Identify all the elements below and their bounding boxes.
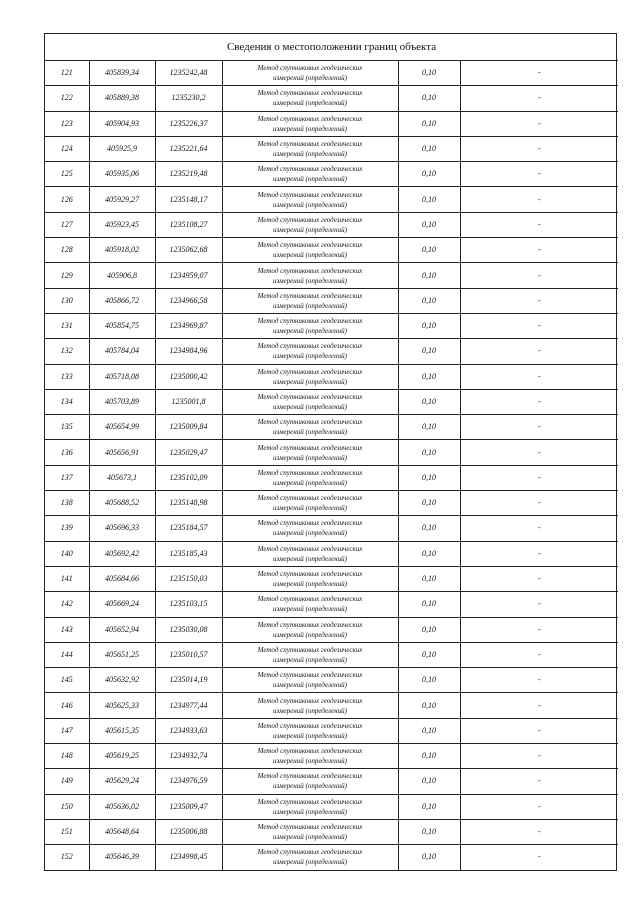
method-line-1: Метод спутниковых геодезических bbox=[257, 393, 363, 401]
point-number-cell: 129 bbox=[45, 263, 89, 288]
y-coordinate-cell: 1235221,64 bbox=[155, 136, 222, 161]
method-line-1: Метод спутниковых геодезических bbox=[257, 848, 363, 857]
y-coordinate-cell: 1235148,17 bbox=[155, 187, 222, 212]
table-row bbox=[45, 744, 618, 769]
point-number-cell: 139 bbox=[45, 516, 89, 541]
method-line-2: измерений (определений) bbox=[273, 74, 347, 83]
point-number-cell: 122 bbox=[45, 86, 89, 111]
method-cell bbox=[222, 642, 398, 667]
method-line-2: измерений (определений) bbox=[273, 251, 347, 260]
table-row bbox=[45, 541, 618, 566]
method-line-1: Метод спутниковых геодезических bbox=[257, 620, 363, 629]
note-cell: - bbox=[537, 852, 541, 862]
note-cell: - bbox=[460, 541, 618, 566]
method-cell bbox=[222, 339, 398, 364]
method-line-2: измерений (определений) bbox=[273, 757, 347, 766]
method-line-1: Метод спутниковых геодезических bbox=[257, 114, 363, 123]
method-line-1: Метод спутниковых геодезических bbox=[257, 64, 363, 73]
y-coordinate-cell: 1234932,74 bbox=[155, 744, 222, 769]
x-coordinate-cell: 405648,64 bbox=[89, 819, 155, 844]
method-cell bbox=[222, 668, 398, 693]
x-coordinate-cell: 405656,91 bbox=[89, 440, 155, 465]
point-number-cell: 133 bbox=[45, 364, 89, 389]
x-coordinate-cell: 405703,89 bbox=[89, 389, 155, 414]
y-coordinate-cell: 1235029,47 bbox=[155, 440, 222, 465]
table-row bbox=[45, 845, 618, 870]
point-number-cell: 127 bbox=[45, 212, 89, 237]
method-cell bbox=[222, 313, 398, 338]
method-line-1: Метод спутниковых геодезических bbox=[257, 190, 363, 199]
table-row bbox=[45, 668, 618, 693]
method-cell bbox=[222, 364, 398, 389]
method-cell bbox=[222, 516, 398, 541]
method-line-1: Метод спутниковых геодезических bbox=[257, 823, 363, 832]
y-coordinate-cell: 1235230,2 bbox=[155, 86, 222, 111]
y-coordinate-cell: 1235009,47 bbox=[155, 794, 222, 819]
note-cell: - bbox=[460, 592, 618, 617]
x-coordinate-cell: 405904,93 bbox=[89, 111, 155, 136]
x-coordinate-cell: 405906,8 bbox=[89, 263, 155, 288]
method-line-1: Метод спутниковых геодезических bbox=[257, 696, 363, 705]
accuracy-cell: 0,10 bbox=[398, 668, 460, 693]
accuracy-cell: 0,10 bbox=[398, 111, 460, 136]
method-line-1: Метод спутниковых геодезических bbox=[257, 721, 363, 730]
method-line-2: измерений (определений) bbox=[273, 327, 347, 336]
note-cell: - bbox=[460, 718, 618, 743]
accuracy-cell: 0,10 bbox=[398, 288, 460, 313]
x-coordinate-cell: 405652,94 bbox=[89, 617, 155, 642]
accuracy-cell: 0,10 bbox=[398, 794, 460, 819]
y-coordinate-cell: 1235148,98 bbox=[155, 491, 222, 516]
method-line-2: измерений (определений) bbox=[273, 225, 347, 234]
point-number-cell: 136 bbox=[45, 440, 89, 465]
method-cell bbox=[222, 61, 398, 86]
method-line-1: Метод спутниковых геодезических bbox=[257, 772, 363, 781]
accuracy-cell: 0,10 bbox=[398, 845, 460, 870]
table-row bbox=[45, 364, 618, 389]
method-line-1: Метод спутниковых геодезических bbox=[257, 443, 363, 452]
point-number-cell: 124 bbox=[45, 136, 89, 161]
method-cell bbox=[222, 592, 398, 617]
table-row bbox=[45, 642, 618, 667]
x-coordinate-cell: 405629,24 bbox=[89, 769, 155, 794]
point-number-cell: 134 bbox=[45, 389, 89, 414]
note-cell: - bbox=[460, 136, 618, 161]
point-number-cell: 145 bbox=[45, 668, 89, 693]
note-cell: - bbox=[460, 491, 618, 516]
method-cell bbox=[222, 718, 398, 743]
y-coordinate-cell: 1235102,09 bbox=[155, 465, 222, 490]
note-cell: - bbox=[460, 440, 618, 465]
method-line-2: измерений (определений) bbox=[273, 655, 347, 664]
table-row bbox=[45, 415, 618, 440]
table-row bbox=[45, 769, 618, 794]
x-coordinate-cell: 405669,24 bbox=[89, 592, 155, 617]
x-coordinate-cell: 405854,75 bbox=[89, 313, 155, 338]
accuracy-cell: 0,10 bbox=[398, 61, 460, 86]
note-cell: - bbox=[460, 794, 618, 819]
point-number-cell: 138 bbox=[45, 491, 89, 516]
method-line-1: Метод спутниковых геодезических bbox=[257, 671, 363, 680]
accuracy-cell: 0,10 bbox=[398, 642, 460, 667]
y-coordinate-cell: 1235108,27 bbox=[155, 212, 222, 237]
x-coordinate-cell: 405925,9 bbox=[89, 136, 155, 161]
y-coordinate-cell: 1235000,42 bbox=[155, 364, 222, 389]
accuracy-cell: 0,10 bbox=[398, 491, 460, 516]
method-line-1: Метод спутниковых геодезических bbox=[257, 519, 363, 528]
method-cell bbox=[222, 794, 398, 819]
method-cell bbox=[222, 162, 398, 187]
method-line-2: измерений (определений) bbox=[273, 504, 347, 513]
x-coordinate-cell: 405696,33 bbox=[89, 516, 155, 541]
accuracy-cell: 0,10 bbox=[398, 263, 460, 288]
x-coordinate-cell: 405646,39 bbox=[89, 845, 155, 870]
method-line-2: измерений (определений) bbox=[273, 731, 347, 740]
y-coordinate-cell: 1234966,58 bbox=[155, 288, 222, 313]
table-row bbox=[45, 136, 618, 161]
accuracy-cell: 0,10 bbox=[398, 769, 460, 794]
table-row bbox=[45, 111, 618, 136]
accuracy-cell: 0,10 bbox=[398, 819, 460, 844]
y-coordinate-cell: 1235242,48 bbox=[155, 61, 222, 86]
method-line-1: Метод спутниковых геодезических bbox=[257, 241, 363, 250]
method-cell bbox=[222, 136, 398, 161]
method-cell bbox=[222, 263, 398, 288]
method-line-2: измерений (определений) bbox=[273, 681, 347, 690]
method-line-1: Метод спутниковых геодезических bbox=[257, 342, 363, 351]
point-number-cell: 147 bbox=[45, 718, 89, 743]
method-line-2: измерений (определений) bbox=[273, 301, 347, 310]
accuracy-cell: 0,10 bbox=[398, 313, 460, 338]
method-line-2: измерений (определений) bbox=[273, 99, 347, 108]
table-row bbox=[45, 339, 618, 364]
point-number-cell: 149 bbox=[45, 769, 89, 794]
accuracy-cell: 0,10 bbox=[398, 440, 460, 465]
method-cell bbox=[222, 769, 398, 794]
method-line-1: Метод спутниковых геодезических bbox=[257, 266, 363, 275]
note-cell: - bbox=[460, 212, 618, 237]
method-line-1: Метод спутниковых геодезических bbox=[257, 317, 363, 326]
note-cell: - bbox=[460, 263, 618, 288]
note-cell: - bbox=[460, 288, 618, 313]
method-cell bbox=[222, 288, 398, 313]
method-line-2: измерений (определений) bbox=[273, 554, 347, 563]
x-coordinate-cell: 405632,92 bbox=[89, 668, 155, 693]
accuracy-cell: 0,10 bbox=[398, 415, 460, 440]
y-coordinate-cell: 1235150,03 bbox=[155, 566, 222, 591]
table-row bbox=[45, 61, 618, 86]
table-row bbox=[45, 617, 618, 642]
accuracy-cell: 0,10 bbox=[398, 162, 460, 187]
method-line-1: Метод спутниковых геодезических bbox=[257, 544, 363, 553]
point-number-cell: 141 bbox=[45, 566, 89, 591]
x-coordinate-cell: 405619,25 bbox=[89, 744, 155, 769]
x-coordinate-cell: 405889,38 bbox=[89, 86, 155, 111]
method-line-2: измерений (определений) bbox=[273, 630, 347, 639]
note-cell: - bbox=[460, 465, 618, 490]
x-coordinate-cell: 405673,1 bbox=[89, 465, 155, 490]
accuracy-cell: 0,10 bbox=[398, 212, 460, 237]
method-line-1: Метод спутниковых геодезических bbox=[257, 747, 363, 756]
note-cell: - bbox=[460, 516, 618, 541]
note-cell: - bbox=[460, 642, 618, 667]
accuracy-cell: 0,10 bbox=[398, 136, 460, 161]
x-coordinate-cell: 405651,25 bbox=[89, 642, 155, 667]
y-coordinate-cell: 1234959,07 bbox=[155, 263, 222, 288]
note-cell: - bbox=[460, 238, 618, 263]
point-number-cell: 135 bbox=[45, 415, 89, 440]
table-row bbox=[45, 465, 618, 490]
y-coordinate-cell: 1235062,68 bbox=[155, 238, 222, 263]
accuracy-cell: 0,10 bbox=[398, 465, 460, 490]
table-row bbox=[45, 212, 618, 237]
x-coordinate-cell: 405654,99 bbox=[89, 415, 155, 440]
accuracy-cell: 0,10 bbox=[398, 364, 460, 389]
point-number-cell: 144 bbox=[45, 642, 89, 667]
method-cell bbox=[222, 415, 398, 440]
method-line-1: Метод спутниковых геодезических bbox=[257, 494, 363, 503]
x-coordinate-cell: 405839,34 bbox=[89, 61, 155, 86]
method-line-2: измерений (определений) bbox=[273, 605, 347, 614]
method-line-1: Метод спутниковых геодезических bbox=[257, 165, 363, 174]
table-row bbox=[45, 187, 618, 212]
note-cell: - bbox=[460, 389, 618, 414]
point-number-cell: 132 bbox=[45, 339, 89, 364]
y-coordinate-cell: 1235006,88 bbox=[155, 819, 222, 844]
note-cell: - bbox=[460, 313, 618, 338]
method-cell bbox=[222, 389, 398, 414]
note-cell: - bbox=[460, 566, 618, 591]
note-cell: - bbox=[460, 162, 618, 187]
table-row bbox=[45, 819, 618, 844]
method-cell bbox=[222, 744, 398, 769]
point-number-cell: 123 bbox=[45, 111, 89, 136]
note-cell: - bbox=[460, 769, 618, 794]
method-line-1: Метод спутниковых геодезических bbox=[257, 89, 363, 98]
point-number-cell: 146 bbox=[45, 693, 89, 718]
accuracy-cell: 0,10 bbox=[398, 541, 460, 566]
method-line-1: Метод спутниковых геодезических bbox=[257, 291, 363, 300]
method-line-2: измерений (определений) bbox=[273, 807, 347, 816]
table-row bbox=[45, 440, 618, 465]
y-coordinate-cell: 1234998,45 bbox=[155, 845, 222, 870]
method-cell bbox=[222, 86, 398, 111]
x-coordinate-cell: 405688,52 bbox=[89, 491, 155, 516]
point-number-cell: 137 bbox=[45, 465, 89, 490]
method-line-2: измерений (определений) bbox=[273, 403, 347, 411]
method-line-1: Метод спутниковых геодезических bbox=[257, 468, 363, 477]
y-coordinate-cell: 1234976,59 bbox=[155, 769, 222, 794]
point-number-cell: 125 bbox=[45, 162, 89, 187]
y-coordinate-cell: 1235010,57 bbox=[155, 642, 222, 667]
method-cell bbox=[222, 693, 398, 718]
method-cell bbox=[222, 187, 398, 212]
point-number-cell: 143 bbox=[45, 617, 89, 642]
note-cell: - bbox=[460, 86, 618, 111]
method-cell bbox=[222, 819, 398, 844]
point-number-cell: 148 bbox=[45, 744, 89, 769]
method-cell bbox=[222, 566, 398, 591]
table-title-row bbox=[45, 34, 618, 61]
point-number-cell: 150 bbox=[45, 794, 89, 819]
table-row bbox=[45, 313, 618, 338]
accuracy-cell: 0,10 bbox=[398, 238, 460, 263]
accuracy-cell: 0,10 bbox=[398, 339, 460, 364]
point-number-cell: 130 bbox=[45, 288, 89, 313]
x-coordinate-cell: 405625,33 bbox=[89, 693, 155, 718]
x-coordinate-cell: 405636,02 bbox=[89, 794, 155, 819]
point-number-cell: 126 bbox=[45, 187, 89, 212]
table-row bbox=[45, 288, 618, 313]
accuracy-cell: 0,10 bbox=[398, 617, 460, 642]
y-coordinate-cell: 1234969,87 bbox=[155, 313, 222, 338]
table-body bbox=[45, 61, 618, 870]
table-row bbox=[45, 693, 618, 718]
table-row bbox=[45, 263, 618, 288]
method-cell bbox=[222, 111, 398, 136]
note-cell: - bbox=[460, 617, 618, 642]
method-line-2: измерений (определений) bbox=[273, 200, 347, 209]
x-coordinate-cell: 405918,02 bbox=[89, 238, 155, 263]
method-line-2: измерений (определений) bbox=[273, 478, 347, 487]
accuracy-cell: 0,10 bbox=[398, 516, 460, 541]
table-row bbox=[45, 162, 618, 187]
note-cell: - bbox=[460, 668, 618, 693]
y-coordinate-cell: 1235184,57 bbox=[155, 516, 222, 541]
y-coordinate-cell: 1234933,63 bbox=[155, 718, 222, 743]
y-coordinate-cell: 1235219,48 bbox=[155, 162, 222, 187]
method-cell bbox=[222, 465, 398, 490]
table-row bbox=[45, 718, 618, 743]
note-cell: - bbox=[460, 744, 618, 769]
note-cell: - bbox=[460, 111, 618, 136]
accuracy-cell: 0,10 bbox=[398, 592, 460, 617]
table-row bbox=[45, 86, 618, 111]
note-cell: - bbox=[460, 339, 618, 364]
method-line-2: измерений (определений) bbox=[273, 580, 347, 589]
x-coordinate-cell: 405615,35 bbox=[89, 718, 155, 743]
method-line-2: измерений (определений) bbox=[273, 706, 347, 715]
y-coordinate-cell: 1235226,37 bbox=[155, 111, 222, 136]
y-coordinate-cell: 1235185,43 bbox=[155, 541, 222, 566]
x-coordinate-cell: 405929,27 bbox=[89, 187, 155, 212]
method-line-2: измерений (определений) bbox=[273, 428, 347, 437]
method-line-2: измерений (определений) bbox=[273, 453, 347, 462]
method-line-2: измерений (определений) bbox=[273, 276, 347, 285]
method-line-1: Метод спутниковых геодезических bbox=[257, 595, 363, 604]
accuracy-cell: 0,10 bbox=[398, 744, 460, 769]
method-line-1: Метод спутниковых геодезических bbox=[257, 570, 363, 579]
x-coordinate-cell: 405718,08 bbox=[89, 364, 155, 389]
table-row bbox=[45, 516, 618, 541]
method-cell bbox=[222, 238, 398, 263]
method-line-1: Метод спутниковых геодезических bbox=[257, 367, 363, 376]
method-line-2: измерений (определений) bbox=[273, 833, 347, 842]
point-number-cell: 140 bbox=[45, 541, 89, 566]
y-coordinate-cell: 1235103,15 bbox=[155, 592, 222, 617]
method-line-2: измерений (определений) bbox=[273, 377, 347, 386]
x-coordinate-cell: 405784,04 bbox=[89, 339, 155, 364]
boundary-table-sheet bbox=[44, 33, 617, 871]
point-number-cell: 128 bbox=[45, 238, 89, 263]
method-line-1: Метод спутниковых геодезических bbox=[257, 797, 363, 806]
method-line-2: измерений (определений) bbox=[273, 529, 347, 538]
point-number-cell: 142 bbox=[45, 592, 89, 617]
accuracy-cell: 0,10 bbox=[398, 187, 460, 212]
x-coordinate-cell: 405935,06 bbox=[89, 162, 155, 187]
method-line-2: измерений (определений) bbox=[273, 782, 347, 791]
note-cell: - bbox=[460, 819, 618, 844]
method-line-2: измерений (определений) bbox=[273, 175, 347, 184]
accuracy-cell: 0,10 bbox=[398, 389, 460, 414]
accuracy-cell: 0,10 bbox=[398, 718, 460, 743]
y-coordinate-cell: 1234977,44 bbox=[155, 693, 222, 718]
y-coordinate-cell: 1235030,08 bbox=[155, 617, 222, 642]
accuracy-cell: 0,10 bbox=[398, 86, 460, 111]
accuracy-cell: 0,10 bbox=[398, 693, 460, 718]
method-line-1: Метод спутниковых геодезических bbox=[257, 140, 363, 149]
method-cell bbox=[222, 845, 398, 870]
accuracy-cell: 0,10 bbox=[398, 566, 460, 591]
table-row bbox=[45, 238, 618, 263]
x-coordinate-cell: 405684,66 bbox=[89, 566, 155, 591]
x-coordinate-cell: 405866,72 bbox=[89, 288, 155, 313]
note-cell: - bbox=[460, 364, 618, 389]
table-row bbox=[45, 389, 618, 414]
note-cell: - bbox=[460, 693, 618, 718]
point-number-cell: 151 bbox=[45, 819, 89, 844]
table-title: Сведения о местоположении границ объекта bbox=[45, 34, 618, 61]
method-line-1: Метод спутниковых геодезических bbox=[257, 215, 363, 224]
method-line-2: измерений (определений) bbox=[273, 124, 347, 133]
method-line-2: измерений (определений) bbox=[273, 858, 347, 867]
point-number-cell: 131 bbox=[45, 313, 89, 338]
y-coordinate-cell: 1234984,96 bbox=[155, 339, 222, 364]
method-cell bbox=[222, 617, 398, 642]
method-cell bbox=[222, 491, 398, 516]
y-coordinate-cell: 1235001,8 bbox=[155, 389, 222, 414]
note-cell: - bbox=[460, 61, 618, 86]
method-line-2: измерений (определений) bbox=[273, 352, 347, 361]
note-cell: - bbox=[460, 415, 618, 440]
method-cell bbox=[222, 440, 398, 465]
x-coordinate-cell: 405692,42 bbox=[89, 541, 155, 566]
method-line-1: Метод спутниковых геодезических bbox=[257, 418, 363, 427]
method-cell bbox=[222, 212, 398, 237]
note-cell: - bbox=[460, 187, 618, 212]
point-number-cell: 152 bbox=[45, 845, 89, 870]
table-row bbox=[45, 566, 618, 591]
table-row bbox=[45, 794, 618, 819]
point-number-cell: 121 bbox=[45, 61, 89, 86]
x-coordinate-cell: 405923,45 bbox=[89, 212, 155, 237]
method-line-2: измерений (определений) bbox=[273, 150, 347, 159]
y-coordinate-cell: 1235014,19 bbox=[155, 668, 222, 693]
table-row bbox=[45, 491, 618, 516]
method-line-1: Метод спутниковых геодезических bbox=[257, 645, 363, 654]
y-coordinate-cell: 1235009,84 bbox=[155, 415, 222, 440]
method-cell bbox=[222, 541, 398, 566]
boundary-coordinates-table bbox=[45, 34, 618, 870]
table-row bbox=[45, 592, 618, 617]
